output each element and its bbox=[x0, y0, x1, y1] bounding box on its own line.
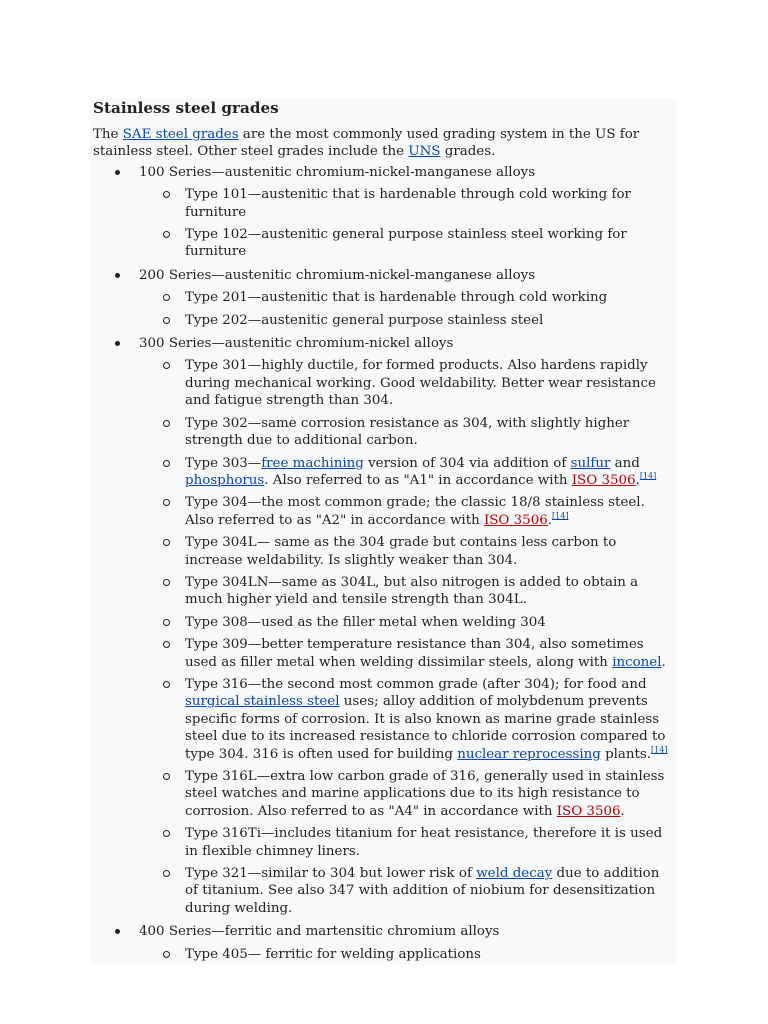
reference-14 bbox=[552, 511, 568, 520]
type-item-304l: Type 304L— same as the 304 grade but contains less carbon to increase weldability. Is slightly weaker than 304. bbox=[139, 534, 673, 569]
circle-bullet-icon bbox=[163, 681, 170, 688]
type-item-405: Type 405— ferritic for welding applications bbox=[139, 946, 673, 963]
link-sulfur[interactable]: sulfur bbox=[570, 455, 611, 471]
link-weld-decay[interactable]: weld decay bbox=[476, 866, 553, 882]
link-inconel[interactable]: inconel bbox=[612, 654, 662, 670]
type-item-303: Type 303—free machining version of 304 via addition of sulfur and phosphorus. Also referred to as "A1" in accordance with ISO 3506.[14] bbox=[139, 455, 673, 490]
type-list-100 bbox=[139, 186, 673, 261]
circle-bullet-icon bbox=[163, 420, 170, 427]
link-iso-3506[interactable]: ISO 3506 bbox=[483, 512, 548, 528]
type-item-304: Type 304—the most common grade; the classic 18/8 stainless steel. Also referred to as "A2" in accordance with ISO 3506.[14] bbox=[139, 494, 673, 529]
type-item-309: Type 309—better temperature resistance than 304, also sometimes used as filler metal when welding dissimilar steels, along with inconel. bbox=[139, 636, 673, 671]
type-item-316l: Type 316L—extra low carbon grade of 316, generally used in stainless steel watches and marine applications due to its high resistance to corrosion. Also referred to as "A4" in accordance with ISO 3506. bbox=[139, 768, 673, 820]
link-free-machining[interactable]: free machining bbox=[261, 455, 364, 471]
type-item-321: Type 321—similar to 304 but lower risk of weld decay due to addition of titanium. See also 347 with addition of niobium for desensitization during welding. bbox=[139, 865, 673, 917]
type-item-201: Type 201—austenitic that is hardenable through cold working bbox=[139, 289, 673, 306]
circle-bullet-icon bbox=[163, 773, 170, 780]
circle-bullet-icon bbox=[163, 362, 170, 369]
link-iso-3506[interactable]: ISO 3506 bbox=[571, 472, 636, 488]
type-item-302: Type 302—same corrosion resistance as 304, with slightly higher strength due to additional carbon. bbox=[139, 415, 673, 450]
circle-bullet-icon bbox=[163, 317, 170, 324]
type-item-301: Type 301—highly ductile, for formed products. Also hardens rapidly during mechanical working. Good weldability. Better wear resistance and fatigue strength than 304. bbox=[139, 357, 673, 409]
circle-bullet-icon bbox=[163, 619, 170, 626]
circle-bullet-icon bbox=[163, 539, 170, 546]
article-section bbox=[93, 99, 673, 969]
link-nuclear-reprocessing[interactable]: nuclear reprocessing bbox=[457, 746, 601, 762]
circle-bullet-icon bbox=[163, 191, 170, 198]
link-iso-3506[interactable]: ISO 3506 bbox=[556, 803, 621, 819]
type-item-308: Type 308—used as the filler metal when welding 304 bbox=[139, 614, 673, 631]
reference-14 bbox=[651, 745, 667, 754]
type-item-101: Type 101—austenitic that is hardenable through cold working for furniture bbox=[139, 186, 673, 221]
type-item-316ti: Type 316Ti—includes titanium for heat resistance, therefore it is used in flexible chimney liners. bbox=[139, 825, 673, 860]
series-list bbox=[93, 164, 673, 963]
circle-bullet-icon bbox=[163, 830, 170, 837]
intro-paragraph: The SAE steel grades are the most commonly used grading system in the US for stainless steel. Other steel grades include the UNS grades. bbox=[93, 127, 640, 160]
circle-bullet-icon bbox=[163, 641, 170, 648]
type-list-200 bbox=[139, 289, 673, 329]
bullet-icon bbox=[115, 929, 120, 934]
reference-link[interactable]: [14] bbox=[639, 471, 657, 481]
type-item-304ln: Type 304LN—same as 304L, but also nitrogen is added to obtain a much higher yield and tensile strength than 304L. bbox=[139, 574, 673, 609]
reference-link[interactable]: [14] bbox=[651, 745, 668, 755]
series-item-200: 200 Series—austenitic chromium-nickel-manganese alloys Type 201—austenitic that is hardenable through cold working Type 202—austenitic general purpose stainless steel bbox=[93, 267, 673, 329]
type-item-316: Type 316—the second most common grade (after 304); for food and surgical stainless steel uses; alloy addition of molybdenum prevents specific forms of corrosion. It is also known as marine grade stainless steel due to its increased resistance to chloride corrosion compared to type 304. 316 is often used for building nuclear reprocessing plants.[14] bbox=[139, 676, 673, 763]
circle-bullet-icon bbox=[163, 294, 170, 301]
circle-bullet-icon bbox=[163, 231, 170, 238]
bullet-icon bbox=[115, 273, 120, 278]
circle-bullet-icon bbox=[163, 951, 170, 958]
section-title: Stainless steel grades bbox=[93, 99, 279, 117]
circle-bullet-icon bbox=[163, 460, 170, 467]
link-sae-steel-grades[interactable]: SAE steel grades bbox=[122, 127, 239, 142]
circle-bullet-icon bbox=[163, 579, 170, 586]
link-phosphorus[interactable]: phosphorus bbox=[185, 472, 265, 488]
bullet-icon bbox=[115, 341, 120, 346]
reference-link[interactable]: [14] bbox=[552, 511, 569, 521]
bullet-icon bbox=[115, 170, 120, 175]
type-list-400 bbox=[139, 946, 673, 963]
circle-bullet-icon bbox=[163, 499, 170, 506]
type-item-102: Type 102—austenitic general purpose stainless steel working for furniture bbox=[139, 226, 673, 261]
series-item-400: 400 Series—ferritic and martensitic chromium alloys Type 405— ferritic for welding applications bbox=[93, 923, 673, 963]
type-item-202: Type 202—austenitic general purpose stainless steel bbox=[139, 312, 673, 329]
series-item-100: 100 Series—austenitic chromium-nickel-manganese alloys Type 101—austenitic that is hardenable through cold working for furniture Type 102—austenitic general purpose stainless steel working for furniture bbox=[93, 164, 673, 261]
circle-bullet-icon bbox=[163, 870, 170, 877]
series-item-300: 300 Series—austenitic chromium-nickel alloys Type 301—highly ductile, for formed products. Also hardens rapidly during mechanical working. Good weldability. Better wear resistance and fatigue strength than 304. Type 302—same corrosion resistance as 304, with slightly higher strength due to additional carbon. Type 303—free machining version of 304 via addition of sulfur and phosphorus. Also referred to as "A1" in accordance with ISO 3506.[14] Type 304—the most common grade; the classic 18/8 stainless steel. Also referred to as "A2" in accordance with ISO 3506.[14] Type 304L— same as the 304 grade but contains less carbon to increase weldability. Is slightly weaker than 304. Type 304LN—same as 304L, but also nitrogen is added to obtain a much higher yield and tensile strength than 304L. Type 308—used as the filler metal when welding 304 Type 309—better temperature resistance than 304, also sometimes used as filler metal when welding dissimilar steels, along with inconel. Type 316—the second most common grade (after 304); for food and surgical stainless steel uses; alloy addition of molybdenum prevents specific forms of corrosion. It is also known as marine grade stainless steel due to its increased resistance to chloride corrosion compared to type 304. 316 is often used for building nuclear reprocessing plants.[14] Type 316L—extra low carbon grade of 316, generally used in stainless steel watches and marine applications due to its high resistance to corrosion. Also referred to as "A4" in accordance with ISO 3506. Type 316Ti—includes titanium for heat resistance, therefore it is used in flexible chimney liners. Type 321—similar to 304 but lower risk of weld decay due to addition of titanium. See also 347 with addition of niobium for desensitization during welding. bbox=[93, 335, 673, 917]
link-surgical-stainless-steel[interactable]: surgical stainless steel bbox=[185, 694, 340, 710]
reference-14 bbox=[640, 471, 656, 480]
type-list-300 bbox=[139, 357, 673, 917]
link-uns[interactable]: UNS bbox=[408, 144, 441, 160]
